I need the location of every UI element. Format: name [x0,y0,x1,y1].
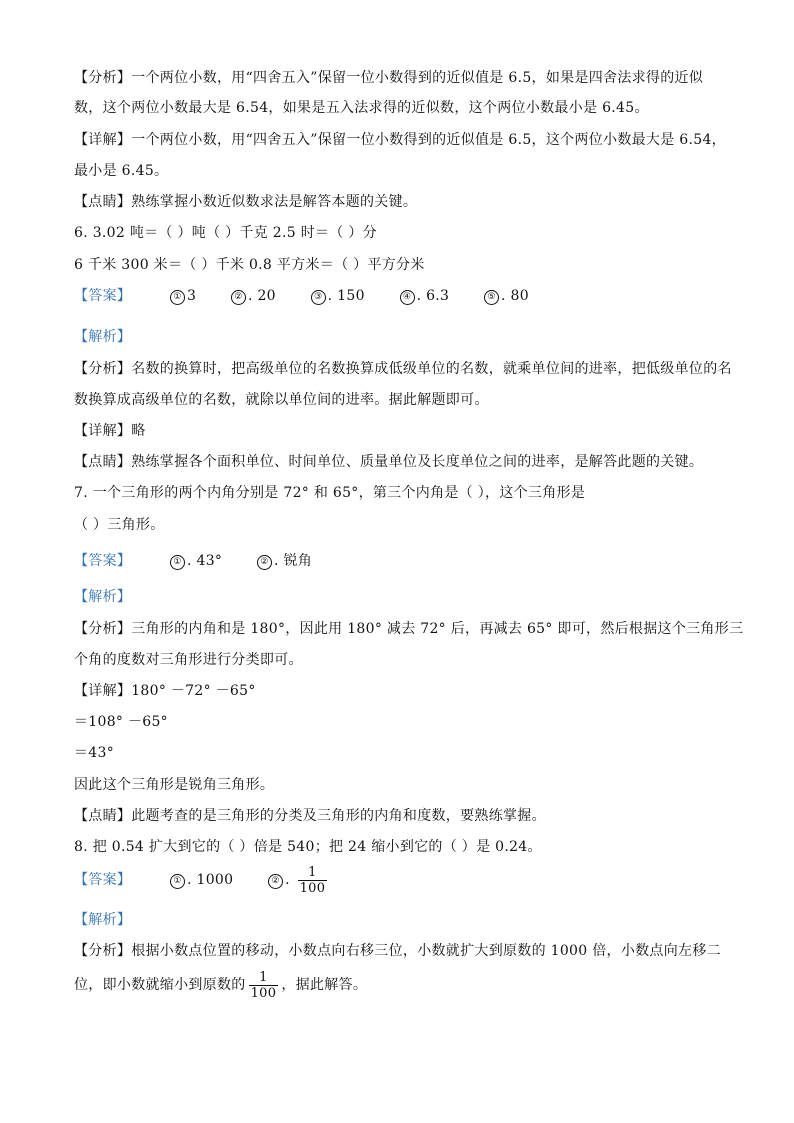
detail-line: 因此这个三角形是锐角三角形。 [74,777,275,793]
fraction: $\frac{1}{100}$ [299,864,326,896]
marker-1-icon: ① [170,874,185,889]
question-8-line: 8. 把 0.54 扩大到它的（ ）倍是 540；把 24 缩小到它的（ ）是 0.24。 [74,839,542,855]
marker-1-icon: ① [170,555,185,570]
analysis-line: 数，这个两位小数最大是 6.54，如果是五入法求得的近似数，这个两位小数最小是 6.45。 [74,100,649,116]
answer-row-q7 [74,551,342,571]
jiexi-label: 【解析】 [74,589,132,605]
detail-line: 【详解】180° －72° －65° [74,683,256,699]
marker-2-icon: ② [257,555,272,570]
fraction: $\frac{1}{100}$ [250,969,277,1001]
analysis-line: 【分析】名数的换算时，把高级单位的名数换算成低级单位的名数，就乘单位间的进率，把低级单位的名 [74,361,732,377]
comment-line: 【点睛】此题考查的是三角形的分类及三角形的内角和度数，要熟练掌握。 [74,808,546,824]
question-7-line-1: 7. 一个三角形的两个内角分别是 72° 和 65°，第三个内角是（ ），这个三角形是 [74,485,586,501]
answer-item: ② . 锐角 [257,553,312,569]
detail-line: 【详解】一个两位小数，用“四舍五入”保留一位小数得到的近似值是 6.5，这个两位小数最大是 6.54， [74,132,726,148]
marker-2-icon: ② [231,290,246,305]
answer-label: 【答案】 [74,553,132,569]
marker-4-icon: ④ [400,290,415,305]
analysis-line: 【分析】一个两位小数，用“四舍五入”保留一位小数得到的近似值是 6.5，如果是四舍法求得的近似 [74,70,704,86]
analysis-line: 数换算成高级单位的名数，就除以单位间的进率。据此解题即可。 [74,392,489,408]
comment-line: 【点睛】熟练掌握小数近似数求法是解答本题的关键。 [74,194,418,210]
detail-line: ＝108° －65° [74,714,168,730]
answer-row-q6 [74,286,559,306]
comment-line: 【点睛】熟练掌握各个面积单位、时间单位、质量单位及长度单位之间的进率，是解答此题的关键。 [74,454,704,470]
answer-item: ⑤ . 80 [484,288,529,304]
answer-item: ① 3 [170,288,196,304]
question-7-line-2: （ ）三角形。 [74,517,165,533]
answer-row-q8 [74,864,360,896]
detail-line: 【详解】略 [74,423,146,439]
answer-item: ② . 20 [231,288,276,304]
analysis-line: 【分析】三角形的内角和是 180°，因此用 180° 减去 72° 后，再减去 65° 即可，然后根据这个三角形三 [74,621,744,637]
detail-line: 最小是 6.45。 [74,163,169,179]
answer-item: ④ . 6.3 [400,288,450,304]
analysis-line: 个角的度数对三角形进行分类即可。 [74,652,303,668]
answer-item: ① . 1000 [170,872,233,888]
answer-item: ③ . 150 [311,288,365,304]
answer-label: 【答案】 [74,872,132,888]
detail-line: ＝43° [74,745,115,761]
jiexi-label: 【解析】 [74,912,132,928]
question-6-line-1: 6. 3.02 吨＝（ ）吨（ ）千克 2.5 时＝（ ）分 [74,225,377,241]
answer-label: 【答案】 [74,288,132,304]
marker-5-icon: ⑤ [484,290,499,305]
answer-item: ① . 43° [170,553,222,569]
marker-3-icon: ③ [311,290,326,305]
answer-item: ② . $\frac{1}{100}$ [268,872,330,888]
analysis-line: 【分析】根据小数点位置的移动，小数点向右移三位，小数就扩大到原数的 1000 倍，小数点向左移二 [74,943,721,959]
marker-1-icon: ① [170,290,185,305]
analysis-line: 位，即小数就缩小到原数的 $\frac{1}{100}$ ，据此解答。 [74,969,368,1001]
jiexi-label: 【解析】 [74,329,132,345]
question-6-line-2: 6 千米 300 米＝（ ）千米 0.8 平方米＝（ ）平方分米 [74,257,425,273]
marker-2-icon: ② [268,874,283,889]
